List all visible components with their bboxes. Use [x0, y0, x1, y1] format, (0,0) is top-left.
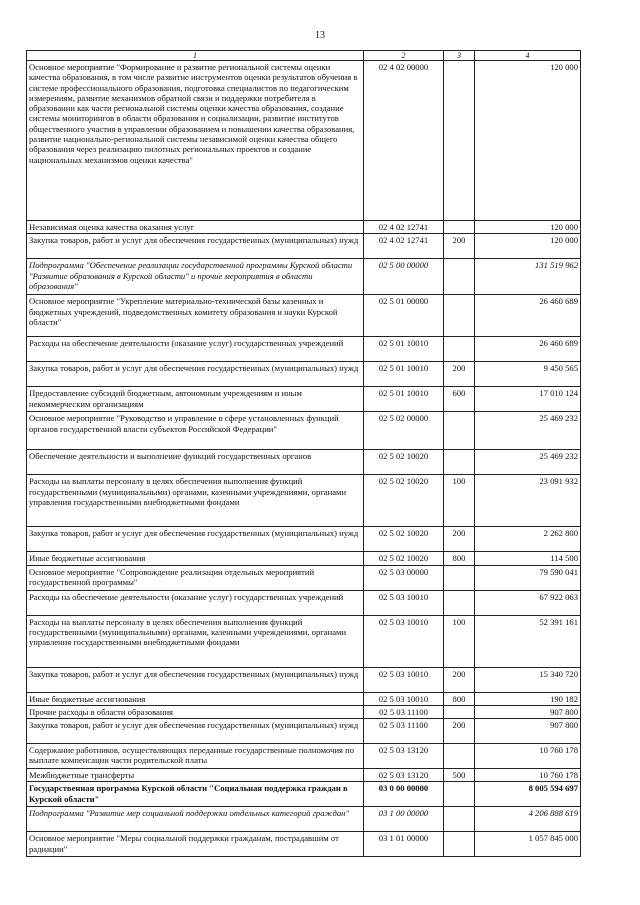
row-code: 02 5 02 10020	[364, 475, 444, 527]
row-amount: 17 010 124	[475, 387, 581, 412]
row-name: Расходы на обеспечение деятельности (оказание услуг) государственных учреждений	[27, 337, 364, 362]
row-expense-type	[444, 337, 475, 362]
row-expense-type: 200	[444, 362, 475, 387]
table-row	[27, 552, 581, 565]
budget-table-body	[27, 51, 581, 857]
row-code: 02 5 03 10010	[364, 590, 444, 615]
row-name: Расходы на выплаты персоналу в целях обеспечения выполнения функций государственными (муниципальными) органами, казенными учреждениями, органами управления государственными внебюджетными фондами	[27, 475, 364, 527]
row-amount: 52 391 161	[475, 615, 581, 667]
row-code: 02 5 03 00000	[364, 565, 444, 590]
row-expense-type	[444, 450, 475, 475]
row-code: 02 5 03 13120	[364, 769, 444, 782]
table-row	[27, 221, 581, 234]
row-name: Содержание работников, осуществляющих переданные государственные полномочия по выплате компенсации части родительской платы	[27, 744, 364, 769]
row-amount: 9 450 565	[475, 362, 581, 387]
table-row	[27, 667, 581, 692]
row-expense-type: 500	[444, 769, 475, 782]
table-row	[27, 832, 581, 857]
row-code: 02 5 01 00000	[364, 295, 444, 337]
row-code: 02 4 02 12741	[364, 234, 444, 259]
table-row	[27, 527, 581, 552]
row-code: 02 5 03 10010	[364, 667, 444, 692]
row-expense-type: 200	[444, 719, 475, 744]
row-amount: 8 005 594 697	[475, 782, 581, 807]
column-number-row	[27, 51, 581, 61]
row-expense-type	[444, 61, 475, 221]
table-row	[27, 782, 581, 807]
row-code: 02 5 01 10010	[364, 387, 444, 412]
row-amount: 26 460 689	[475, 337, 581, 362]
row-expense-type: 100	[444, 615, 475, 667]
table-row	[27, 412, 581, 450]
row-expense-type: 200	[444, 234, 475, 259]
row-expense-type	[444, 565, 475, 590]
row-name: Закупка товаров, работ и услуг для обеспечения государственных (муниципальных) нужд	[27, 234, 364, 259]
row-name: Подпрограмма "Обеспечение реализации государственной программы Курской области "Развитие образования в Курской области" и прочие мероприятия в области образования"	[27, 259, 364, 295]
row-amount: 25 469 232	[475, 450, 581, 475]
row-code: 02 5 02 10020	[364, 552, 444, 565]
table-row	[27, 295, 581, 337]
column-number: 4	[475, 51, 581, 61]
column-number: 1	[27, 51, 364, 61]
row-expense-type	[444, 590, 475, 615]
row-amount: 10 760 178	[475, 769, 581, 782]
row-amount: 15 340 720	[475, 667, 581, 692]
table-row	[27, 450, 581, 475]
column-number: 3	[444, 51, 475, 61]
row-expense-type	[444, 221, 475, 234]
table-row	[27, 234, 581, 259]
row-amount: 114 500	[475, 552, 581, 565]
table-row	[27, 337, 581, 362]
table-row	[27, 807, 581, 832]
table-row	[27, 692, 581, 705]
row-code: 02 5 03 11100	[364, 705, 444, 718]
table-row	[27, 565, 581, 590]
row-amount: 79 590 041	[475, 565, 581, 590]
row-name: Расходы на выплаты персоналу в целях обеспечения выполнения функций государственными (муниципальными) органами, казенными учреждениями, органами управления государственными внебюджетными фондами	[27, 615, 364, 667]
row-amount: 2 262 800	[475, 527, 581, 552]
row-amount: 120 000	[475, 61, 581, 221]
row-expense-type: 800	[444, 692, 475, 705]
row-name: Независимая оценка качества оказания услуг	[27, 221, 364, 234]
row-name: Основное мероприятие "Меры социальной поддержки гражданам, пострадавшим от радиации"	[27, 832, 364, 857]
row-name: Предоставление субсидий бюджетным, автономным учреждениям и иным некоммерческим организациям	[27, 387, 364, 412]
row-name: Иные бюджетные ассигнования	[27, 692, 364, 705]
row-code: 02 5 02 10020	[364, 450, 444, 475]
row-expense-type: 600	[444, 387, 475, 412]
table-row	[27, 590, 581, 615]
row-amount: 131 519 962	[475, 259, 581, 295]
budget-table	[26, 50, 581, 857]
row-amount: 907 800	[475, 705, 581, 718]
column-number: 2	[364, 51, 444, 61]
row-amount: 190 182	[475, 692, 581, 705]
row-name: Основное мероприятие "Руководство и управление в сфере установленных функций органов государственной власти субъектов Российской Федерации"	[27, 412, 364, 450]
row-name: Закупка товаров, работ и услуг для обеспечения государственных (муниципальных) нужд	[27, 362, 364, 387]
row-amount: 10 760 178	[475, 744, 581, 769]
table-row	[27, 615, 581, 667]
row-name: Основное мероприятие "Сопровождение реализации отдельных мероприятий государственной программы"	[27, 565, 364, 590]
row-code: 02 5 03 13120	[364, 744, 444, 769]
row-amount: 4 206 888 619	[475, 807, 581, 832]
row-expense-type: 800	[444, 552, 475, 565]
row-name: Расходы на обеспечение деятельности (оказание услуг) государственных учреждений	[27, 590, 364, 615]
row-code: 02 5 02 00000	[364, 412, 444, 450]
table-row	[27, 705, 581, 718]
row-expense-type	[444, 259, 475, 295]
row-expense-type	[444, 744, 475, 769]
row-name: Закупка товаров, работ и услуг для обеспечения государственных (муниципальных) нужд	[27, 527, 364, 552]
row-amount: 1 057 845 000	[475, 832, 581, 857]
row-name: Государственная программа Курской области "Социальная поддержка граждан в Курской области"	[27, 782, 364, 807]
row-expense-type	[444, 412, 475, 450]
row-amount: 26 460 689	[475, 295, 581, 337]
row-code: 02 5 03 11100	[364, 719, 444, 744]
row-name: Основное мероприятие "Формирование и развитие региональной системы оценки качества образования, в том числе развитие инструментов оценки результатов обучения в системе профессионального образования, подготовка специалистов по педагогическим измерениям, развитие механизмов обратной связи и поддержки потребителя в образовании как части региональной системы оценки качества образования, создание системы мониторингов в области образования и социализации, развитие институтов общественного участия в управлении образованием и повышении качества образования, развитие национально-региональной системы независимой оценки качества общего образования через реализацию пилотных региональных проектов и создание национальных механизмов оценки качества"	[27, 61, 364, 221]
row-code: 02 5 02 10020	[364, 527, 444, 552]
row-name: Подпрограмма "Развитие мер социальной поддержки отдельных категорий граждан"	[27, 807, 364, 832]
row-code: 02 5 00 00000	[364, 259, 444, 295]
row-name: Обеспечение деятельности и выполнение функций государственных органов	[27, 450, 364, 475]
row-code: 02 4 02 00000	[364, 61, 444, 221]
row-amount: 907 800	[475, 719, 581, 744]
row-expense-type	[444, 782, 475, 807]
row-amount: 120 000	[475, 221, 581, 234]
row-name: Закупка товаров, работ и услуг для обеспечения государственных (муниципальных) нужд	[27, 667, 364, 692]
page-number: 13	[315, 30, 325, 41]
row-name: Иные бюджетные ассигнования	[27, 552, 364, 565]
row-name: Основное мероприятие "Укрепление материально-технической базы казенных и бюджетных учреждений, подведомственных комитету образования и науки Курской области"	[27, 295, 364, 337]
table-row	[27, 719, 581, 744]
table-row	[27, 769, 581, 782]
table-row	[27, 387, 581, 412]
row-code: 03 1 00 00000	[364, 807, 444, 832]
row-expense-type	[444, 295, 475, 337]
row-amount: 25 469 232	[475, 412, 581, 450]
row-amount: 120 000	[475, 234, 581, 259]
table-row	[27, 362, 581, 387]
table-row	[27, 259, 581, 295]
row-code: 02 4 02 12741	[364, 221, 444, 234]
row-amount: 67 922 063	[475, 590, 581, 615]
row-name: Закупка товаров, работ и услуг для обеспечения государственных (муниципальных) нужд	[27, 719, 364, 744]
row-expense-type	[444, 807, 475, 832]
row-name: Прочие расходы в области образования	[27, 705, 364, 718]
row-name: Межбюджетные трансферты	[27, 769, 364, 782]
row-code: 02 5 03 10010	[364, 692, 444, 705]
row-code: 02 5 03 10010	[364, 615, 444, 667]
table-row	[27, 475, 581, 527]
row-expense-type	[444, 832, 475, 857]
table-row	[27, 744, 581, 769]
row-amount: 23 091 932	[475, 475, 581, 527]
row-expense-type	[444, 705, 475, 718]
row-code: 03 1 01 00000	[364, 832, 444, 857]
row-code: 02 5 01 10010	[364, 337, 444, 362]
row-expense-type: 100	[444, 475, 475, 527]
row-expense-type: 200	[444, 667, 475, 692]
row-code: 03 0 00 00000	[364, 782, 444, 807]
row-code: 02 5 01 10010	[364, 362, 444, 387]
row-expense-type: 200	[444, 527, 475, 552]
table-row	[27, 61, 581, 221]
